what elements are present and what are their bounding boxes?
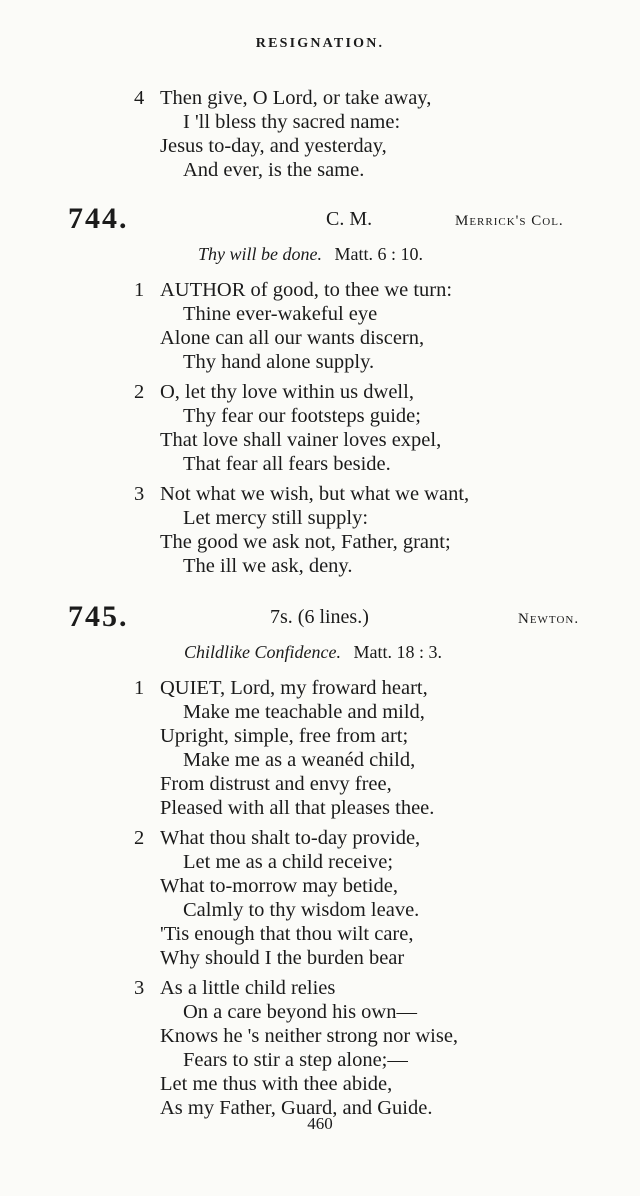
- verse-line: Then give, O Lord, or take away,: [160, 87, 432, 109]
- verse-line: On a care beyond his own—: [183, 1001, 417, 1023]
- verse-line: Calmly to thy wisdom leave.: [183, 899, 420, 921]
- verse-line: Thy hand alone supply.: [183, 351, 375, 373]
- scripture-reference: Matt. 18 : 3.: [353, 642, 442, 662]
- verse-line: The ill we ask, deny.: [183, 555, 353, 577]
- hymn-meter: 7s. (6 lines.): [270, 606, 369, 628]
- verse-line: That love shall vainer loves expel,: [160, 429, 442, 451]
- verse-line: Pleased with all that pleases thee.: [160, 797, 435, 819]
- verse-line: Fears to stir a step alone;—: [183, 1049, 408, 1071]
- verse-line: QUIET, Lord, my froward heart,: [160, 677, 428, 699]
- verse-line: The good we ask not, Father, grant;: [160, 531, 451, 553]
- verse-line: Jesus to-day, and yesterday,: [160, 135, 387, 157]
- verse-line: Make me as a weanéd child,: [183, 749, 416, 771]
- stanza-number: 2: [134, 381, 145, 403]
- verse-line: O, let thy love within us dwell,: [160, 381, 414, 403]
- verse-line: As a little child relies: [160, 977, 336, 999]
- verse-line: AUTHOR of good, to thee we turn:: [160, 279, 453, 301]
- page-number: 460: [307, 1114, 333, 1133]
- verse-line: Knows he 's neither strong nor wise,: [160, 1025, 459, 1047]
- verse-line: 'Tis enough that thou wilt care,: [160, 923, 414, 945]
- verse-line: What thou shalt to-day provide,: [160, 827, 421, 849]
- stanza-number: 3: [134, 483, 145, 505]
- running-head: RESIGNATION.: [255, 36, 385, 51]
- hymn-number: 744.: [68, 202, 129, 235]
- hymn-tune: Newton.: [518, 611, 580, 627]
- verse-line: I 'll bless thy sacred name:: [183, 111, 401, 133]
- stanza-number: 3: [134, 977, 145, 999]
- stanza-number: 4: [134, 87, 145, 109]
- hymn-title: Childlike Confidence.: [184, 642, 341, 662]
- verse-line: Alone can all our wants discern,: [160, 327, 425, 349]
- verse-line: What to-morrow may betide,: [160, 875, 398, 897]
- verse-line: From distrust and envy free,: [160, 773, 392, 795]
- scripture-reference: Matt. 6 : 10.: [334, 244, 423, 264]
- verse-line: As my Father, Guard, and Guide.: [160, 1097, 433, 1119]
- verse-line: Why should I the burden bear: [160, 947, 405, 969]
- hymn-meter: C. M.: [326, 208, 373, 230]
- stanza-number: 1: [134, 279, 145, 301]
- verse-line: Make me teachable and mild,: [183, 701, 425, 723]
- verse-line: Thine ever-wakeful eye: [183, 303, 378, 325]
- verse-line: Upright, simple, free from art;: [160, 725, 409, 747]
- hymn-subtitle: [198, 242, 423, 266]
- stanza-number: 1: [134, 677, 145, 699]
- verse-line: Let me as a child receive;: [183, 851, 394, 873]
- hymn-subtitle: [184, 640, 442, 664]
- hymn-title: Thy will be done.: [198, 244, 322, 264]
- verse-line: Thy fear our footsteps guide;: [183, 405, 421, 427]
- verse-line: Not what we wish, but what we want,: [160, 483, 470, 505]
- hymn-number: 745.: [68, 600, 129, 633]
- hymn-tune: Merrick's Col.: [455, 213, 564, 229]
- verse-line: That fear all fears beside.: [183, 453, 391, 475]
- verse-line: Let me thus with thee abide,: [160, 1073, 393, 1095]
- stanza-number: 2: [134, 827, 145, 849]
- verse-line: Let mercy still supply:: [183, 507, 369, 529]
- verse-line: And ever, is the same.: [183, 159, 365, 181]
